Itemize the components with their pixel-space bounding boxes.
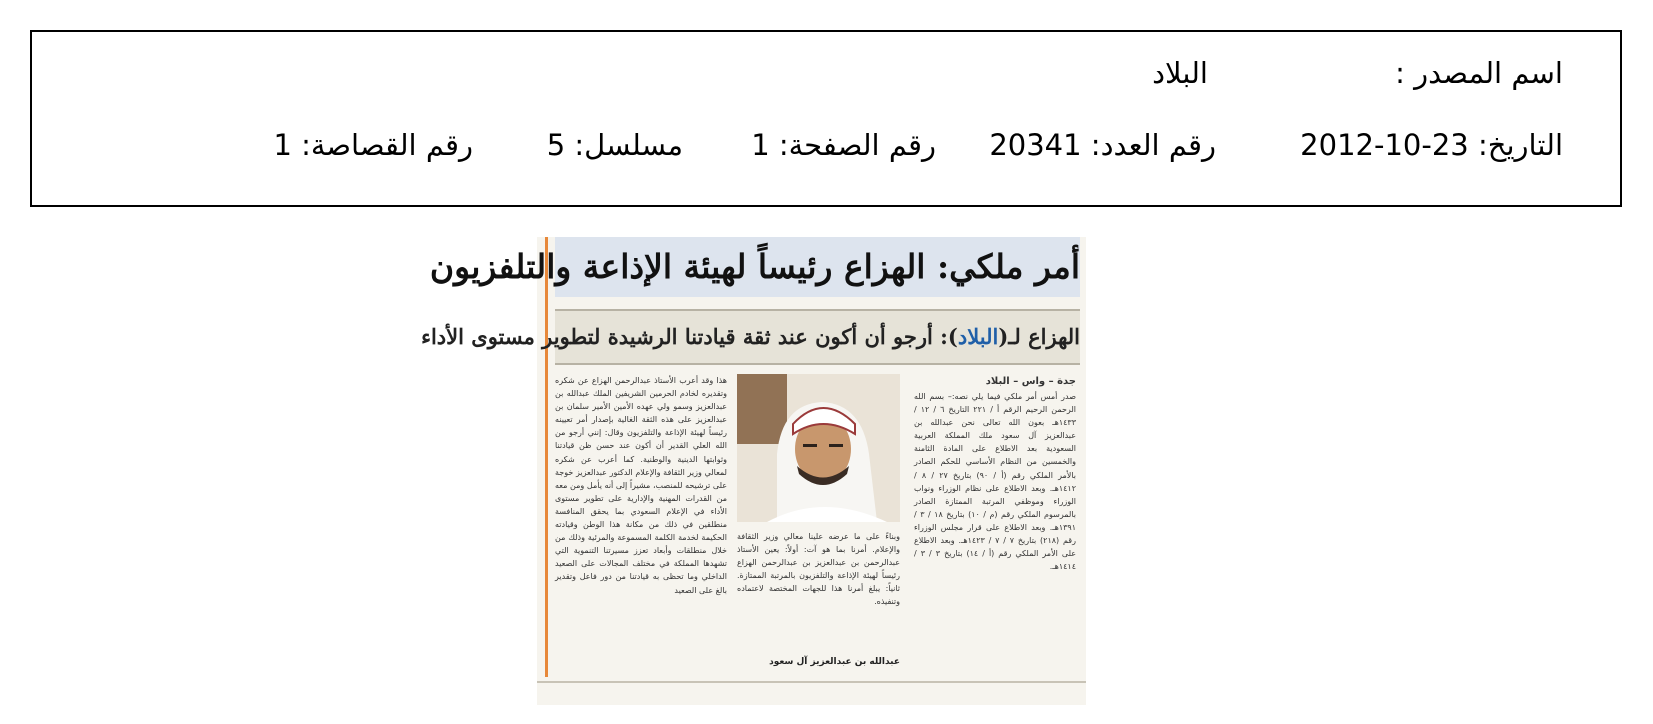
article-column-left: هذا وقد أعرب الأستاذ عبدالرحمن الهزاع عن شكره وتقديره لخادم الحرمين الشريفين الملك عبدالله بن عبدالعزيز وسمو ولي عهده الأمين الأمير سلمان بن عبدالعزيز على هذه الثقة الغالية بإصدار أمر تعيينه رئيساً لهيئة الإذاعة والتلفزيون وقال: إنني أرجو من الله العلي القدير أن أكون عند حسن ظن قيادتنا وثوابتها الدينية والوطنية. كما أعرب عن شكره لمعالي وزير الثقافة والإعلام الدكتور عبدالعزيز خوجة على ترشيحه للمنصب، مشيراً إلى أنه يأمل ومن معه من القدرات المهنية والإدارية على تطوير مستوى الأداء في الإعلام السعودي بما يحقق المنافسة منطلقين في ذلك من مكانة هذا الوطن وقيادته الحكيمة لخدمة الكلمة المسموعة والمرئية وذلك من خلال منطلقات وأبعاد تعزز مسيرتنا التنموية التي تشهدها المملكة في مختلف المجالات على الصعيد الداخلي وما تحظى به قيادتنا من دور فاعل وتقدير بالغ على الصعيد [555,376,727,595]
clipping-number-field: رقم القصاصة: 1 [273,128,473,162]
article-column-right [914,374,1076,669]
column-rule [545,237,548,677]
newspaper-clipping [421,237,1086,705]
newspaper-brand: البلاد [957,324,999,349]
serial-field: مسلسل: 5 [546,128,683,162]
article-headline: أمر ملكي: الهزاع رئيساً لهيئة الإذاعة والتلفزيون [555,237,1080,297]
article-subheadline: الهزاع لـ(البلاد): أرجو أن أكون عند ثقة قيادتنا الرشيدة لتطوير مستوى الأداء [555,309,1080,365]
article-column-middle: وبناءً على ما عرضه علينا معالي وزير الثقافة والإعلام. أمرنا بما هو آت: أولاً: يعين الأستاذ عبدالرحمن بن عبدالعزيز بن عبدالرحمن الهزاع رئيساً لهيئة الإذاعة والتلفزيون بالمرتبة الممتازة. ثانياً: يبلغ أمرنا هذا للجهات المختصة لاعتماده وتنفيذه. [737,532,900,607]
portrait-photo [737,374,900,522]
clipping-bottom-rule [537,681,1086,683]
source-value: البلاد [1152,56,1208,90]
source-metadata-box [30,30,1622,207]
source-label: اسم المصدر : [1395,56,1563,90]
royal-order-text: صدر أمس أمر ملكي فيما يلي نصه:– بسم الله الرحمن الرحيم الرقم أ / ٢٢١ التاريخ ٦ / ١٢ / ١٤٣٣هـ بعون الله تعالى نحن عبدالله بن عبدالعزيز آل سعود ملك المملكة العربية السعودية بعد الاطلاع على المادة الثامنة والخمسين من النظام الأساسي للحكم الصادر بالأمر الملكي رقم (أ / ٩٠) بتاريخ ٢٧ / ٨ / ١٤١٢هـ. وبعد الاطلاع على نظام الوزراء ونواب الوزراء وموظفي المرتبة الممتازة الصادر بالمرسوم الملكي رقم (م / ١٠) بتاريخ ١٨ / ٣ / ١٣٩١هـ. وبعد الاطلاع على قرار مجلس الوزراء رقم (٢١٨) بتاريخ ٧ / ٧ / ١٤٢٣هـ. وبعد الاطلاع على الأمر الملكي رقم (أ / ١٤) بتاريخ ٣ / ٣ / ١٤١٤هـ. [914,392,1077,572]
article-dateline: جدة – واس – البلاد [985,376,1076,387]
issue-number-field: رقم العدد: 20341 [989,128,1216,162]
page-number-field: رقم الصفحة: 1 [751,128,936,162]
order-signature: عبدالله بن عبدالعزيز آل سعود [769,657,900,667]
date-field: التاريخ: 23-10-2012 [1300,128,1563,162]
